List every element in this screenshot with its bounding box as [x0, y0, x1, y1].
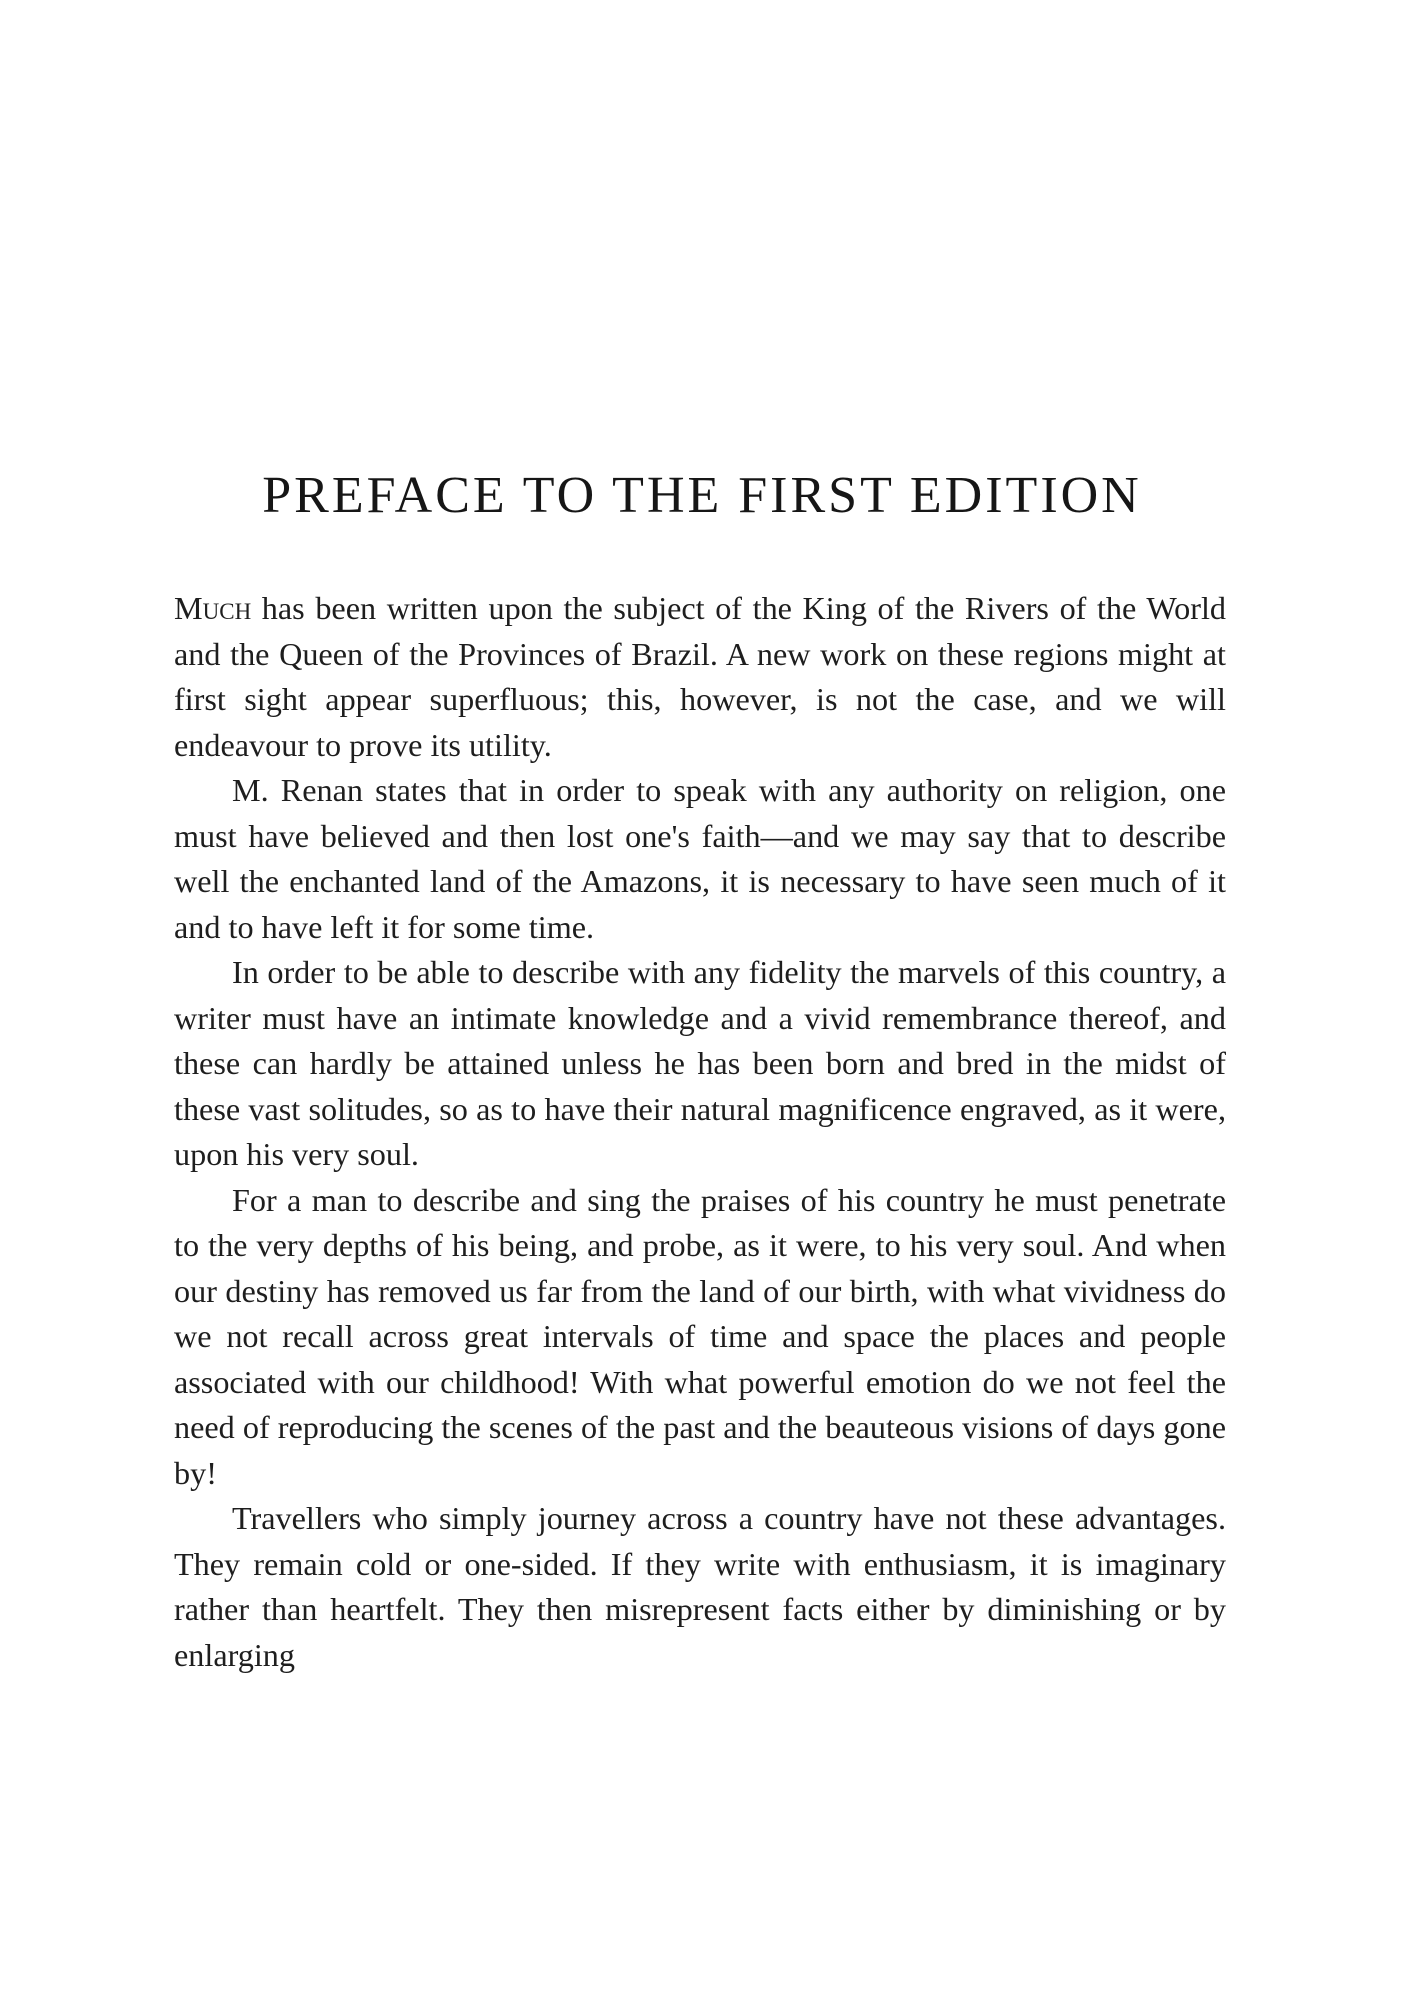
paragraph-1	[174, 586, 1226, 768]
paragraph-4: For a man to describe and sing the praises of his country he must penetrate to the very depths of his being, and probe, as it were, to his very soul. And when our destiny has removed us far from the land of our birth, with what vividness do we not recall across great intervals of time and space the places and people associated with our childhood! With what powerful emotion do we not feel the need of reproducing the scenes of the past and the beauteous visions of days gone by!	[174, 1181, 1226, 1491]
paragraph-1-text: has been written upon the subject of the King of the Rivers of the World and the Queen of the Provinces of Brazil. A new work on these regions might at first sight appear superfluous; this, however, is not the case, and we will endeavour to prove its utility.	[174, 590, 1226, 763]
paragraph-2: M. Renan states that in order to speak with any authority on religion, one must have believed and then lost one's faith—and we may say that to describe well the enchanted land of the Amazons, it is necessary to have seen much of it and to have left it for some time.	[174, 772, 1226, 945]
preface-body	[174, 586, 1226, 1678]
page-title: PREFACE TO THE FIRST EDITION	[262, 467, 1142, 524]
paragraph-3: In order to be able to describe with any fidelity the marvels of this country, a writer must have an intimate knowledge and a vivid remembrance thereof, and these can hardly be attained unless he has been born and bred in the midst of these vast solitudes, so as to have their natural magnificence engraved, as it were, upon his very soul.	[174, 954, 1226, 1172]
paragraph-5: Travellers who simply journey across a country have not these advantages. They remain cold or one-sided. If they write with enthusiasm, it is imaginary rather than heartfelt. They then misrepresent facts either by diminishing or by enlarging	[174, 1500, 1226, 1673]
paragraph-1-lead-word: Much	[174, 590, 252, 626]
